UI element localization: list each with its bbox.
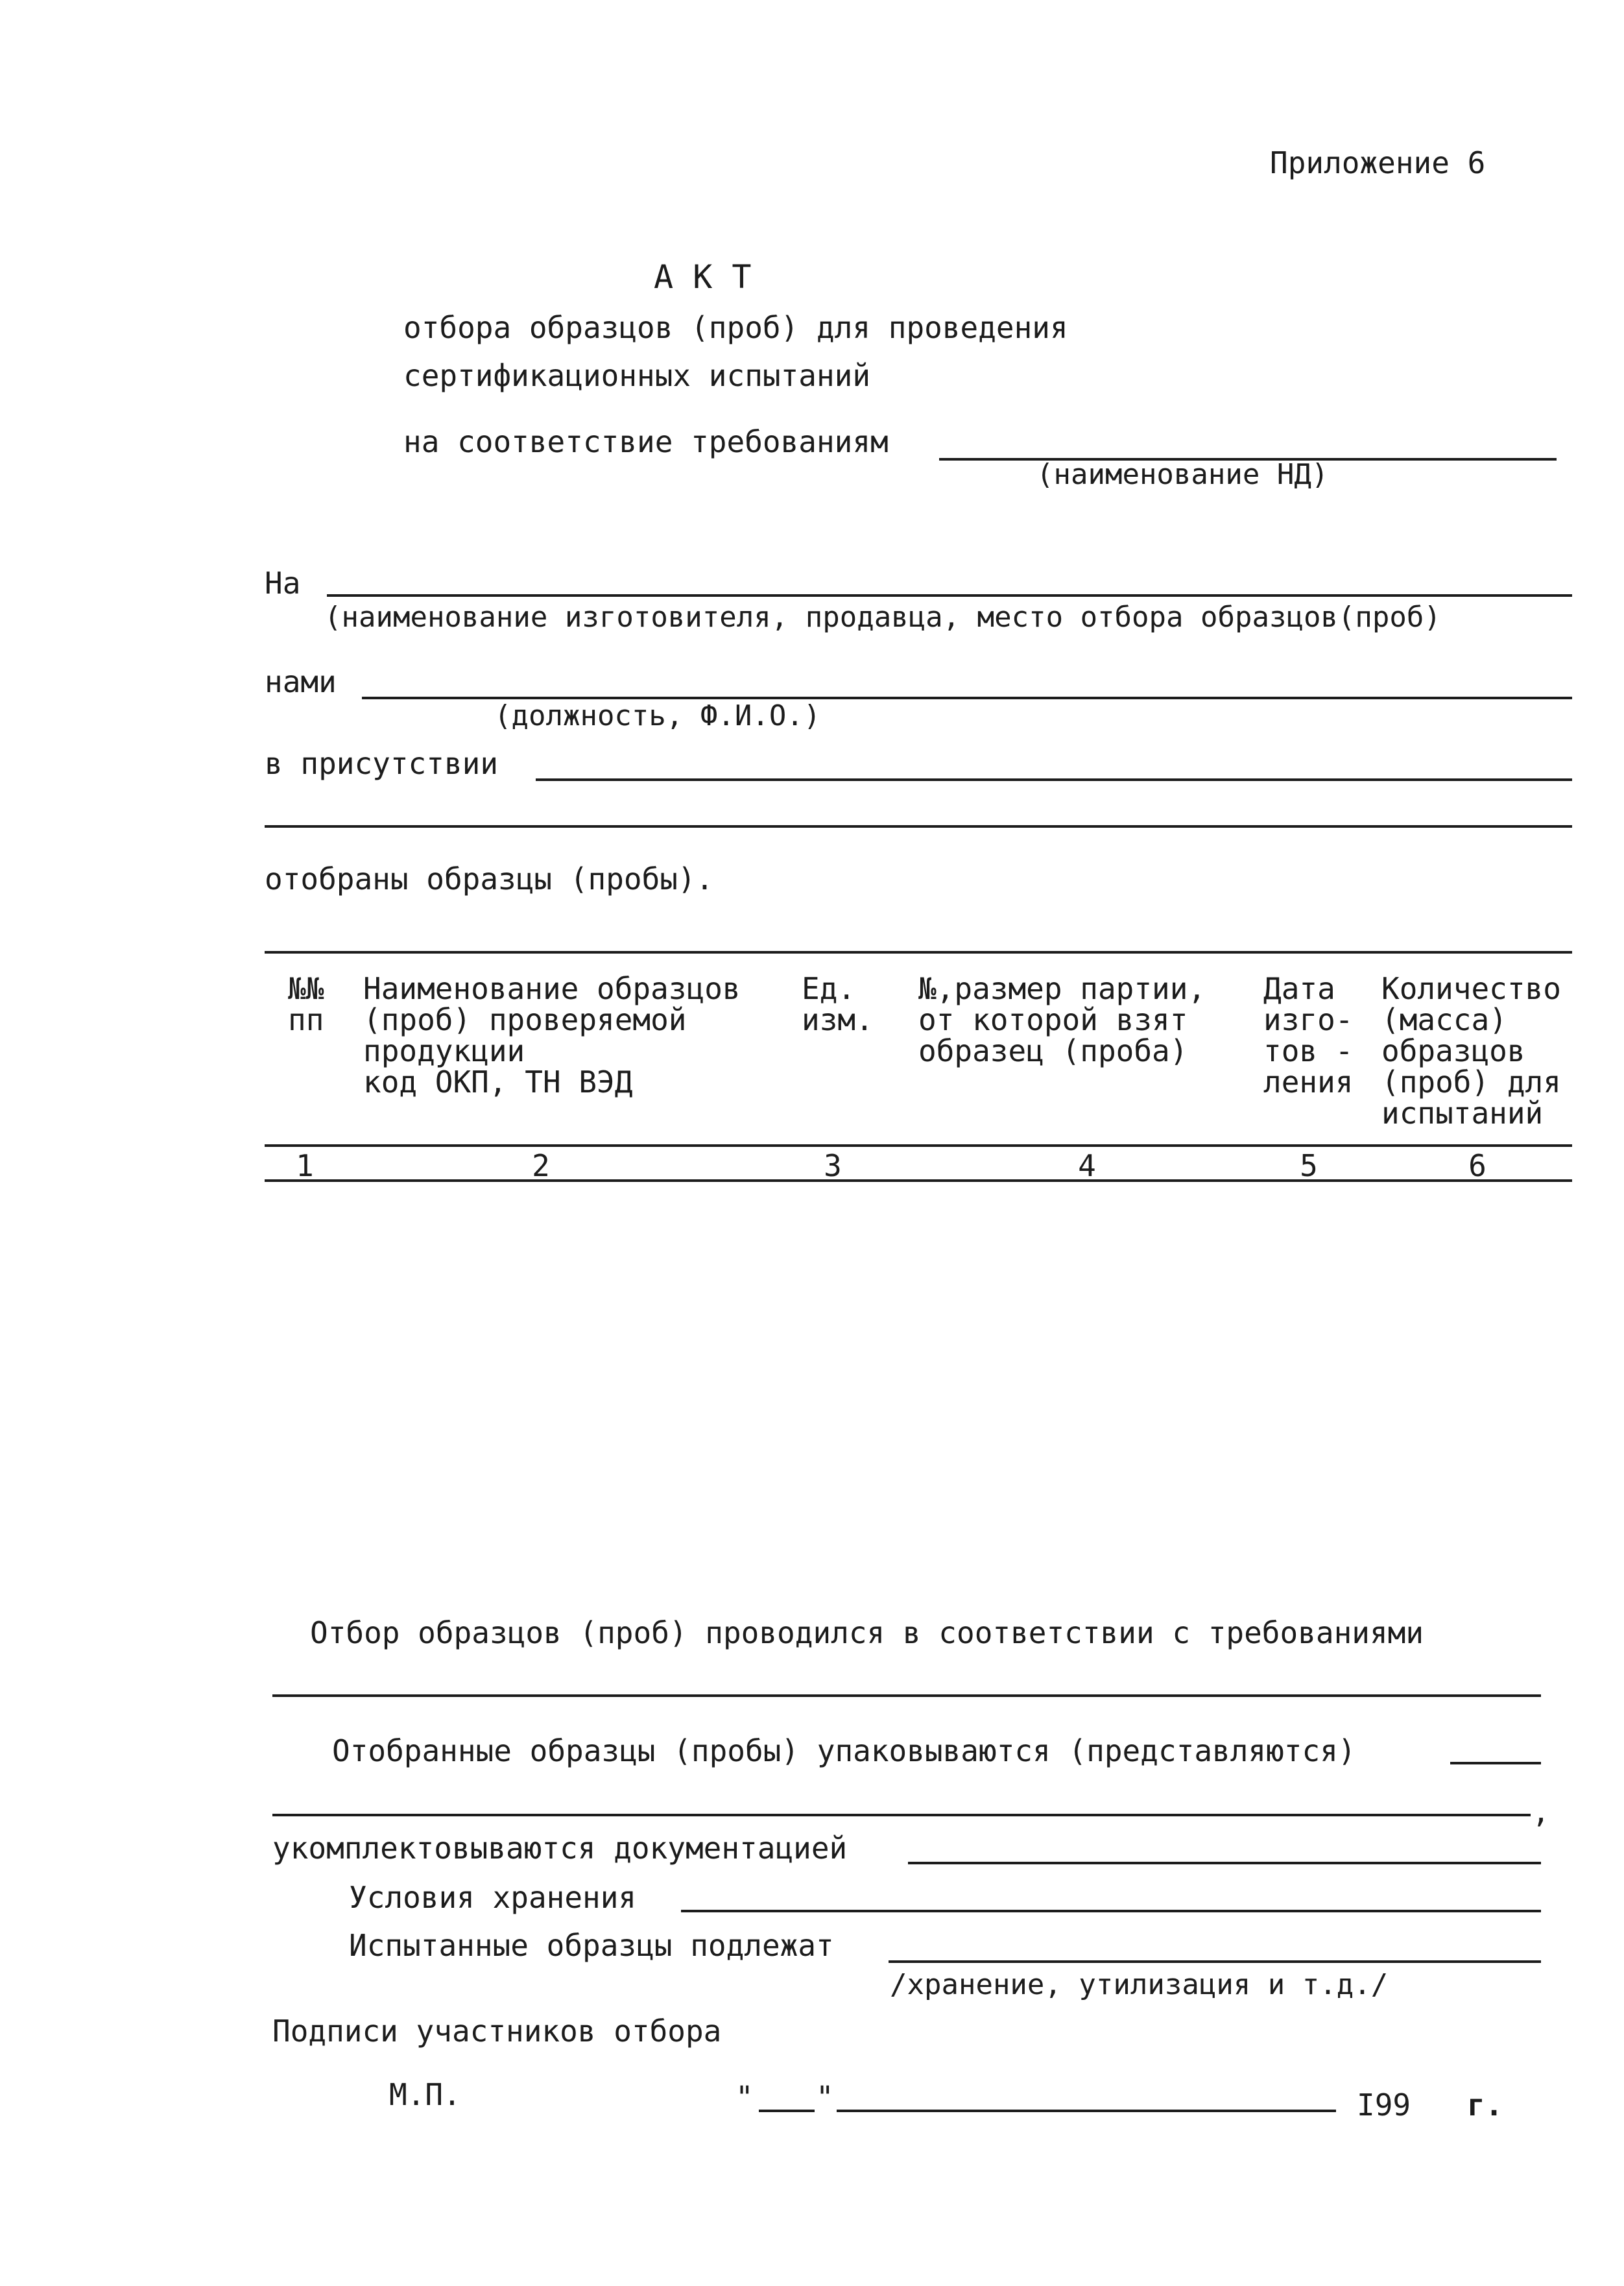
stamp-label: М.П. bbox=[389, 2077, 461, 2112]
by-label: нами bbox=[265, 664, 337, 699]
table-col-number-5: 5 bbox=[1300, 1148, 1318, 1183]
tested-label: Испытанные образцы подлежат bbox=[349, 1928, 834, 1963]
selected-text: отобраны образцы (пробы). bbox=[265, 861, 714, 896]
by-hint: (должность, Ф.И.О.) bbox=[494, 699, 821, 732]
table-header-col4: №,размер партии, от которой взят образец (проба) bbox=[918, 971, 1206, 1068]
storage-label: Условия хранения bbox=[349, 1880, 637, 1915]
completed-blank bbox=[908, 1862, 1541, 1864]
table-header-col3: Ед. изм. bbox=[802, 971, 874, 1037]
presence-blank-2 bbox=[265, 825, 1572, 828]
table-col-number-2: 2 bbox=[532, 1148, 550, 1183]
date-day-blank bbox=[759, 2110, 815, 2112]
table-header-rule bbox=[265, 1144, 1572, 1147]
at-hint: (наименование изготовителя, продавца, место отбора образцов(проб) bbox=[324, 601, 1441, 634]
sampling-text: Отбор образцов (проб) проводился в соответствии с требованиями bbox=[310, 1615, 1424, 1650]
date-year: I99 bbox=[1357, 2087, 1411, 2123]
document-title: А К Т bbox=[654, 258, 752, 296]
date-quote-close: " bbox=[816, 2080, 834, 2115]
table-bottom-rule bbox=[265, 1179, 1572, 1182]
at-label: На bbox=[265, 566, 301, 601]
subtitle-line-2: сертификационных испытаний bbox=[403, 358, 871, 393]
appendix-label: Приложение 6 bbox=[1270, 145, 1486, 180]
table-col-number-3: 3 bbox=[824, 1148, 842, 1183]
compliance-hint: (наименование НД) bbox=[1036, 458, 1329, 491]
table-header-col6: Количество (масса) образцов (проб) для испытаний bbox=[1381, 971, 1561, 1131]
table-col-number-4: 4 bbox=[1078, 1148, 1096, 1183]
packed-blank bbox=[1450, 1762, 1541, 1764]
date-month-blank bbox=[837, 2110, 1336, 2112]
subtitle-line-1: отбора образцов (проб) для проведения bbox=[403, 310, 1068, 345]
compliance-label: на соответствие требованиям bbox=[403, 424, 889, 459]
table-col-number-6: 6 bbox=[1468, 1148, 1487, 1183]
at-blank bbox=[327, 594, 1572, 597]
storage-blank bbox=[681, 1910, 1541, 1912]
packed-text: Отобранные образцы (пробы) упаковываются (представляются) bbox=[332, 1733, 1356, 1768]
table-header-col1: №№ пп bbox=[288, 971, 324, 1037]
presence-label: в присутствии bbox=[265, 746, 499, 781]
packed-comma: , bbox=[1532, 1794, 1550, 1829]
tested-hint: /хранение, утилизация и т.д./ bbox=[890, 1968, 1389, 2001]
table-header-col2: Наименование образцов (проб) проверяемой продукции код ОКП, ТН ВЭД bbox=[363, 971, 741, 1100]
table-header-col5: Дата изго- тов - ления bbox=[1263, 971, 1354, 1100]
date-year-suffix: г. bbox=[1467, 2087, 1503, 2123]
tested-blank bbox=[889, 1960, 1541, 1963]
presence-blank bbox=[536, 778, 1572, 781]
table-col-number-1: 1 bbox=[296, 1148, 314, 1183]
completed-label: укомплектовываются документацией bbox=[272, 1831, 848, 1866]
signatures-label: Подписи участников отбора bbox=[272, 2014, 722, 2049]
date-quote-open: " bbox=[735, 2080, 754, 2115]
table-top-rule bbox=[265, 951, 1572, 954]
sampling-blank bbox=[272, 1694, 1541, 1697]
packed-blank-2 bbox=[272, 1814, 1531, 1816]
